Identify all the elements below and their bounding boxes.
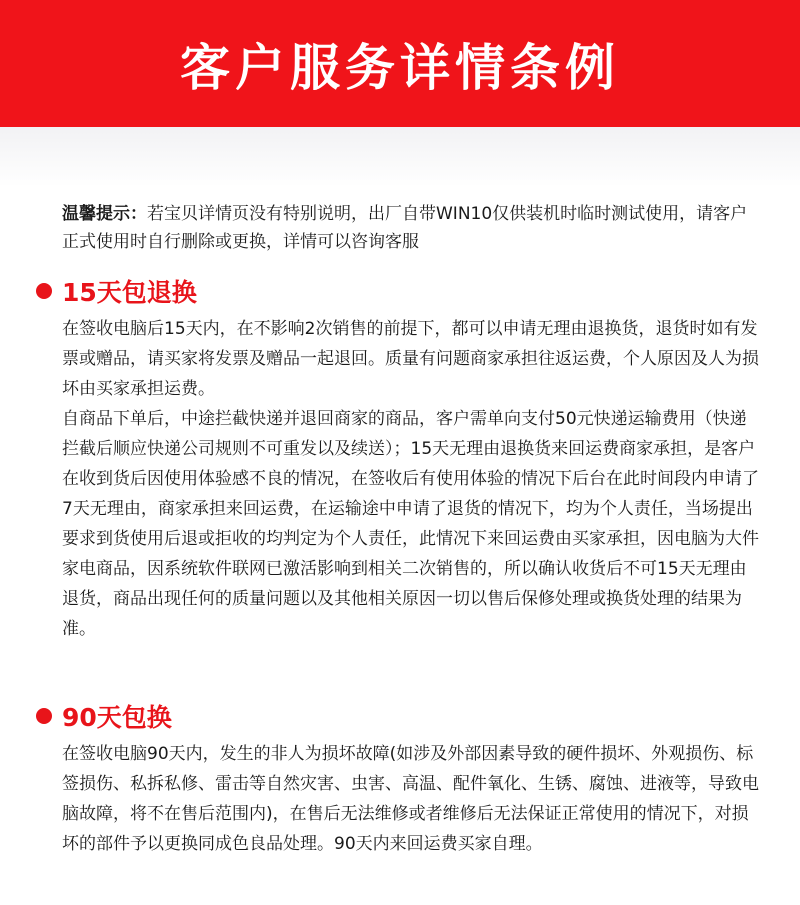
header-banner [0,0,800,127]
section-body-15-days [62,314,762,644]
section-paragraph: 自商品下单后，中途拦截快递并退回商家的商品，客户需单向支付50元快递运输费用（快递拦截后顺应快递公司规则不可重发以及续送）；15天无理由退换货来回运费商家承担，是客户在收到货后因使用体验感不良的情况，在签收后有使用体验的情况下后台在此时间段内申请了7天无理由，商家承担来回运费，在运输途中申请了退货的情况下，均为个人责任，当场提出要求到货使用后退或拒收的均判定为个人责任，此情况下来回运费由买家承担，因电脑为大件家电商品，因系统软件联网已激活影响到相关二次销售的，所以确认收货后不可15天无理由退货，商品出现任何的质量问题以及其他相关原因一切以售后保修处理或换货处理的结果为准。 [62,409,759,639]
section-title: 15天包退换 [62,278,197,307]
bullet-dot-icon [36,708,52,724]
section-title: 90天包换 [62,703,172,732]
notice-label: 温馨提示： [62,204,147,224]
section-body-90-days [62,739,762,859]
section-heading-15-days [36,275,197,307]
bullet-dot-icon [36,283,52,299]
notice-text: 若宝贝详情页没有特别说明，出厂自带WIN10仅供装机时临时测试使用，请客户正式使用时自行删除或更换，详情可以咨询客服 [62,204,748,252]
notice-block [62,200,752,256]
section-paragraph: 在签收电脑后15天内，在不影响2次销售的前提下，都可以申请无理由退换货，退货时如有发票或赠品，请买家将发票及赠品一起退回。质量有问题商家承担往返运费，个人原因及人为损坏由买家承担运费。 [62,319,759,399]
section-heading-90-days [36,700,172,732]
content-area [0,127,800,905]
page-title: 客户服务详情条例 [180,38,620,97]
section-paragraph: 在签收电脑90天内，发生的非人为损坏故障(如涉及外部因素导致的硬件损坏、外观损伤、标签损伤、私拆私修、雷击等自然灾害、虫害、高温、配件氧化、生锈、腐蚀、进液等，导致电脑故障，将不在售后范围内)，在售后无法维修或者维修后无法保证正常使用的情况下，对损坏的部件予以更换同成色良品处理。90天内来回运费买家自理。 [62,744,759,854]
